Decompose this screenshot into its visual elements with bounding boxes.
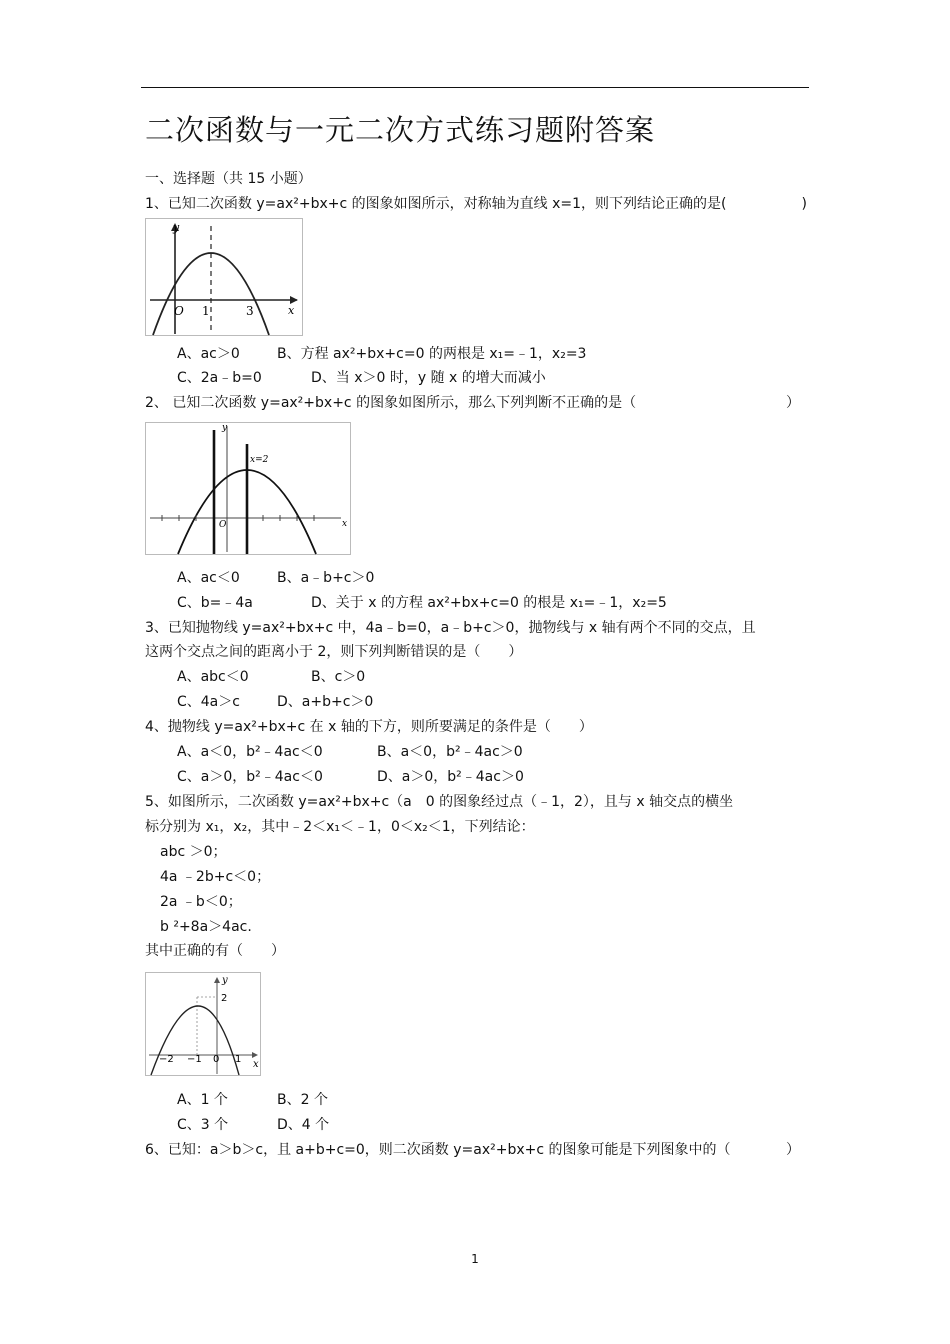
q1-option-a: A、ac＞0 xyxy=(177,346,240,362)
q3-options-row1 xyxy=(177,668,365,686)
q4-options-row1 xyxy=(177,743,523,761)
q5-option-b: B、2 个 xyxy=(277,1092,328,1108)
q6-stem xyxy=(145,1141,800,1159)
q5-option-c: C、3 个 xyxy=(177,1117,229,1133)
q1-label-y: y xyxy=(173,221,180,234)
q1-graph xyxy=(145,218,303,336)
q6-stem-text: 6、已知：a＞b＞c，且 a+b+c=0，则二次函数 y=ax²+bx+c 的图象可能是下列图象中的（ xyxy=(145,1142,731,1158)
q5-claim-4: b ²+8a＞4ac. xyxy=(160,919,252,935)
q2-options-row1 xyxy=(177,569,374,587)
q5-option-a: A、1 个 xyxy=(177,1092,228,1108)
q5-label-y: y xyxy=(222,975,228,986)
q3-stem-line2: 这两个交点之间的距离小于 2，则下列判断错误的是（ ） xyxy=(145,644,523,660)
q5-options-row2 xyxy=(177,1116,329,1134)
q3-options-row2 xyxy=(177,693,373,711)
q2-label-origin: O xyxy=(219,520,227,530)
page-number: 1 xyxy=(471,1252,479,1266)
q3-stem-line1: 3、已知抛物线 y=ax²+bx+c 中，4a﹣b=0，a﹣b+c＞0，抛物线与 x 轴有两个不同的交点，且 xyxy=(145,620,756,636)
q2-option-d: D、关于 x 的方程 ax²+bx+c=0 的根是 x₁=﹣1，x₂=5 xyxy=(311,595,667,611)
q2-label-x: x xyxy=(342,519,348,529)
q5-label-x: x xyxy=(253,1059,259,1070)
q3-option-d: D、a+b+c＞0 xyxy=(277,694,374,710)
q4-stem: 4、抛物线 y=ax²+bx+c 在 x 轴的下方，则所要满足的条件是（ ） xyxy=(145,719,593,735)
q1-option-b: B、方程 ax²+bx+c=0 的两根是 x₁=﹣1，x₂=3 xyxy=(277,346,587,362)
q5-graph xyxy=(145,972,261,1076)
q1-label-origin: O xyxy=(174,304,184,318)
q5-claim-3: 2a ﹣b＜0； xyxy=(160,894,242,910)
q5-label-one: 1 xyxy=(235,1054,242,1065)
q4-option-b: B、a＜0，b²﹣4ac＞0 xyxy=(377,744,523,760)
q2-graph xyxy=(145,422,351,555)
q2-option-c: C、b=﹣4a xyxy=(177,595,253,611)
q5-option-d: D、4 个 xyxy=(277,1117,330,1133)
q2-option-b: B、a﹣b+c＞0 xyxy=(277,570,375,586)
q5-stem-line2: 标分别为 x₁，x₂，其中﹣2＜x₁＜﹣1，0＜x₂＜1，下列结论： xyxy=(145,819,535,835)
q5-stem-line1: 5、如图所示，二次函数 y=ax²+bx+c（a 0 的图象经过点（﹣1，2），且与 x 轴交点的横坐 xyxy=(145,794,734,810)
header-rule xyxy=(141,87,809,88)
section-heading: 一、选择题（共 15 小题） xyxy=(145,171,312,187)
q2-label-y: y xyxy=(222,423,228,433)
q2-stem xyxy=(145,394,800,412)
q1-stem-text: 1、已知二次函数 y=ax²+bx+c 的图象如图所示，对称轴为直线 x=1，则下列结论正确的是( xyxy=(145,196,727,212)
q4-option-a: A、a＜0，b²﹣4ac＜0 xyxy=(177,744,323,760)
q6-paren: ） xyxy=(786,1142,800,1158)
q2-label-axis: x=2 xyxy=(250,455,269,465)
q2-option-a: A、ac＜0 xyxy=(177,570,240,586)
q3-option-c: C、4a＞c xyxy=(177,694,240,710)
q5-ask: 其中正确的有（ ） xyxy=(145,943,285,959)
q5-label-origin: 0 xyxy=(213,1054,220,1065)
q1-paren: ) xyxy=(801,196,807,212)
q5-label-minus2: −2 xyxy=(159,1054,174,1065)
q1-option-d: D、当 x＞0 时，y 随 x 的增大而减小 xyxy=(311,370,546,386)
q2-stem-text: 2、 已知二次函数 y=ax²+bx+c 的图象如图所示，那么下列判断不正确的是（ xyxy=(145,395,637,411)
q3-option-a: A、abc＜0 xyxy=(177,669,249,685)
q1-label-three: 3 xyxy=(246,304,254,318)
q4-options-row2 xyxy=(177,768,524,786)
q1-stem xyxy=(145,195,807,213)
q5-claim-1: abc ＞0； xyxy=(160,844,227,860)
q2-options-row2 xyxy=(177,594,667,612)
q1-label-x: x xyxy=(288,304,295,317)
q5-label-minus1: −1 xyxy=(187,1054,202,1065)
q4-option-c: C、a＞0，b²﹣4ac＜0 xyxy=(177,769,323,785)
q1-options-row2 xyxy=(177,369,546,387)
q5-options-row1 xyxy=(177,1091,328,1109)
q1-options-row1 xyxy=(177,345,586,363)
q1-label-one: 1 xyxy=(202,304,210,318)
q1-option-c: C、2a﹣b=0 xyxy=(177,370,262,386)
q2-paren: ） xyxy=(786,395,800,411)
q5-label-two: 2 xyxy=(221,993,228,1004)
q4-option-d: D、a＞0，b²﹣4ac＞0 xyxy=(377,769,524,785)
q5-claim-2: 4a ﹣2b+c＜0； xyxy=(160,869,271,885)
q3-option-b: B、c＞0 xyxy=(311,669,366,685)
page-title: 二次函数与一元二次方式练习题附答案 xyxy=(145,113,656,147)
